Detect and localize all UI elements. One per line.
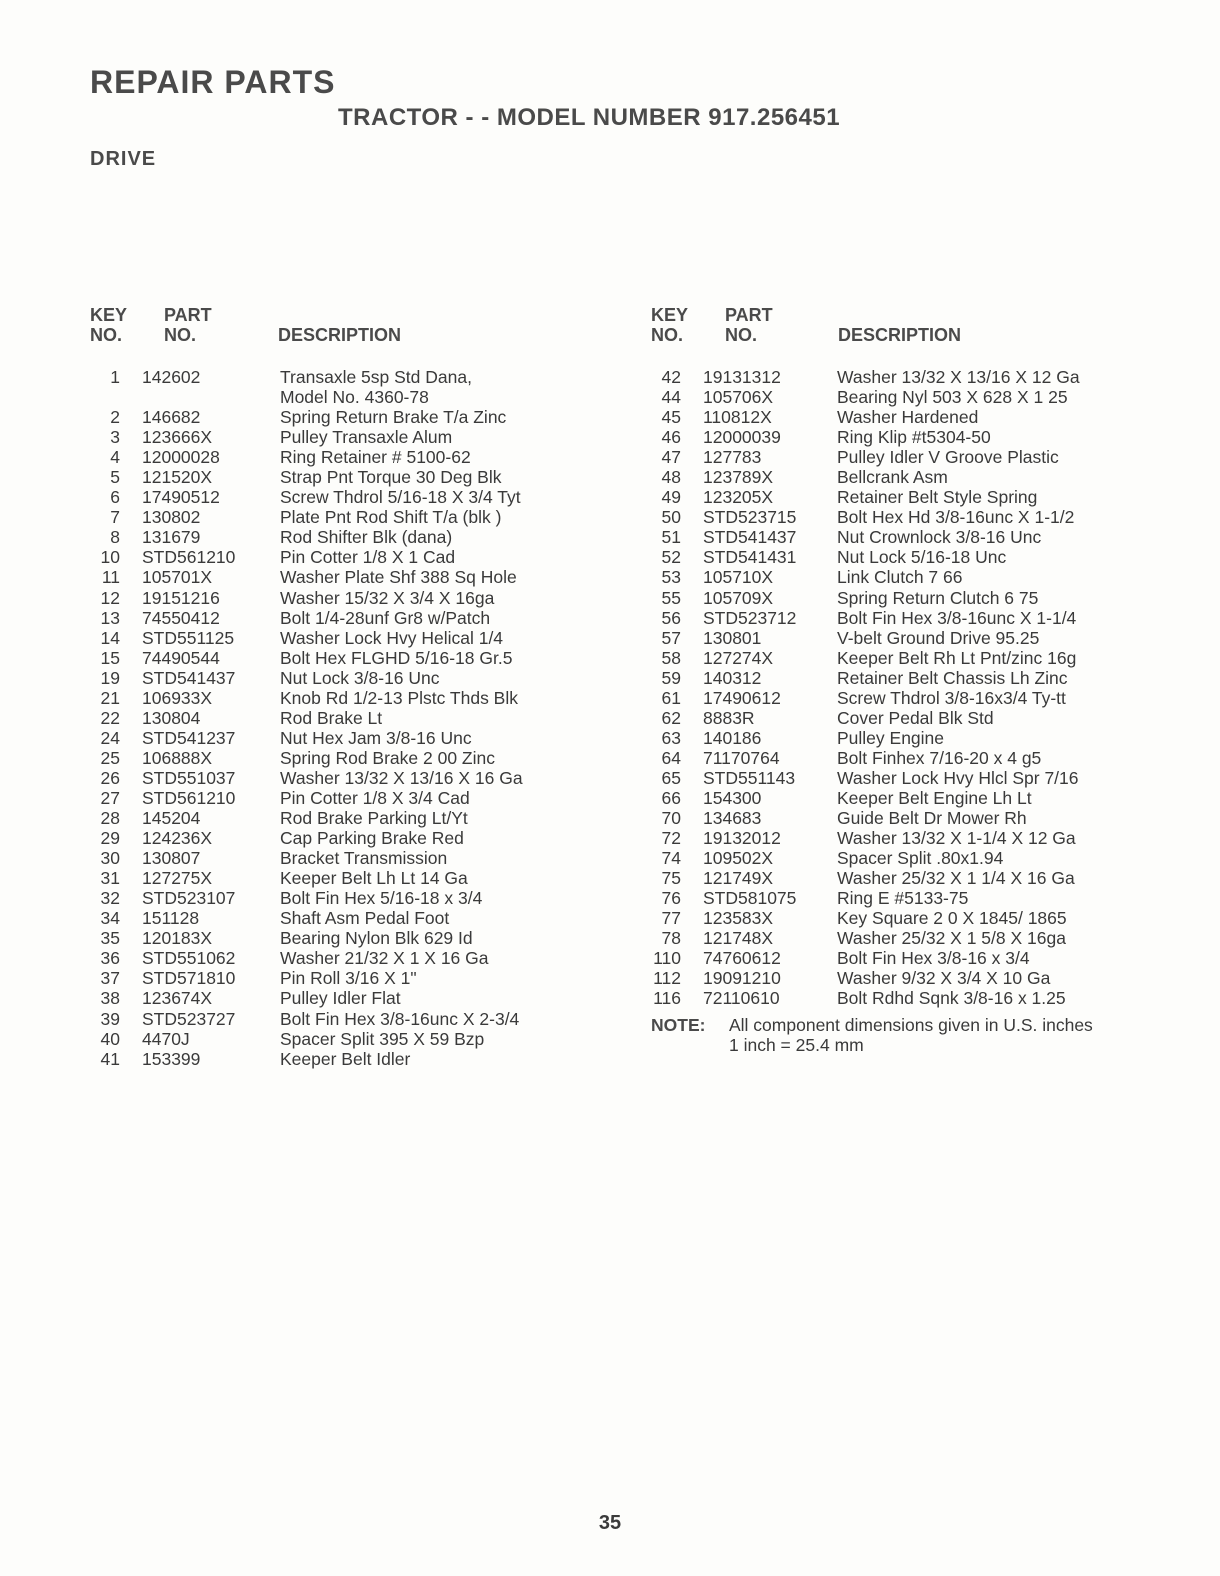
- part-number: 4470J: [142, 1028, 190, 1049]
- key-number: 14: [100, 627, 120, 648]
- key-number: 65: [661, 767, 681, 788]
- part-number: 121749X: [703, 868, 774, 889]
- part-number: 19091210: [703, 968, 781, 989]
- part-description: Washer 13/32 X 13/16 X 16 Ga: [280, 767, 523, 788]
- table-row: [651, 567, 1171, 587]
- part-description: Spring Return Brake T/a Zinc: [280, 407, 507, 428]
- table-row: [90, 487, 620, 507]
- part-description: Bolt Fin Hex 3/8-16 x 3/4: [837, 948, 1030, 969]
- key-number: 56: [661, 607, 681, 628]
- part-description: V-belt Ground Drive 95.25: [837, 627, 1040, 648]
- key-number: 70: [661, 808, 681, 829]
- part-number: STD541237: [142, 727, 236, 748]
- part-number: 131679: [142, 527, 201, 548]
- key-number: 12: [100, 587, 120, 608]
- part-description: Keeper Belt Lh Lt 14 Ga: [280, 868, 468, 889]
- key-number: 10: [100, 547, 120, 568]
- key-number: 63: [661, 727, 681, 748]
- key-number: 42: [661, 367, 681, 387]
- part-number: STD551143: [703, 767, 796, 788]
- part-description: Strap Pnt Torque 30 Deg Blk: [280, 467, 502, 488]
- part-number: 74760612: [703, 948, 781, 969]
- part-number: 127275X: [142, 868, 213, 889]
- part-number: 130804: [142, 707, 201, 728]
- part-header: PART: [725, 305, 773, 325]
- key-number: 52: [661, 547, 681, 568]
- key-number: 11: [101, 567, 120, 588]
- part-description: Washer 13/32 X 1-1/4 X 12 Ga: [837, 828, 1076, 849]
- part-number: 140186: [703, 727, 762, 748]
- part-number: 145204: [142, 808, 201, 829]
- part-description: Nut Lock 5/16-18 Unc: [837, 547, 1007, 568]
- part-no-header: NO.: [725, 325, 758, 345]
- part-number: 105710X: [703, 567, 774, 588]
- key-number: 30: [100, 848, 120, 869]
- part-number: 124236X: [142, 828, 213, 849]
- table-row: [90, 367, 620, 387]
- key-header: KEY: [90, 305, 128, 325]
- part-number: 12000028: [142, 447, 220, 468]
- part-description: Spacer Split 395 X 59 Bzp: [280, 1028, 485, 1049]
- part-description: Transaxle 5sp Std Dana,: [280, 367, 472, 387]
- table-row: [651, 387, 1171, 407]
- table-row: [651, 768, 1171, 788]
- key-number: 66: [661, 787, 681, 808]
- table-row: [651, 968, 1171, 988]
- part-number: 71170764: [703, 747, 780, 768]
- part-description: Bolt Hex Hd 3/8-16unc X 1-1/2: [837, 507, 1075, 528]
- part-description: Washer 13/32 X 13/16 X 12 Ga: [837, 367, 1080, 387]
- key-number: 72: [661, 828, 681, 849]
- key-number: 32: [100, 888, 120, 909]
- key-header: KEY: [651, 305, 689, 325]
- table-row: [90, 968, 620, 988]
- key-number: 76: [661, 888, 681, 909]
- key-number: 38: [100, 988, 120, 1009]
- table-row: [90, 708, 620, 728]
- part-description: Plate Pnt Rod Shift T/a (blk ): [280, 507, 502, 528]
- part-description: Pulley Transaxle Alum: [280, 427, 453, 448]
- key-number: 34: [100, 908, 120, 929]
- table-row: [90, 828, 620, 848]
- part-description: Washer Lock Hvy Helical 1/4: [280, 627, 504, 648]
- table-row: [90, 788, 620, 808]
- part-description: Bellcrank Asm: [837, 467, 948, 488]
- part-number: 130802: [142, 507, 201, 528]
- part-description: Screw Thdrol 3/8-16x3/4 Ty-tt: [837, 687, 1066, 708]
- key-number: 58: [661, 647, 681, 668]
- table-row: [651, 487, 1171, 507]
- part-number: 120183X: [142, 928, 213, 949]
- part-number: 123666X: [142, 427, 213, 448]
- key-number: 46: [661, 427, 681, 448]
- table-row: [651, 628, 1171, 648]
- part-number: 123674X: [142, 988, 213, 1009]
- part-number: STD571810: [142, 968, 236, 989]
- part-number: 151128: [142, 908, 200, 929]
- part-description: Washer Lock Hvy Hlcl Spr 7/16: [837, 767, 1079, 788]
- key-number: 41: [100, 1048, 120, 1069]
- table-row: [90, 908, 620, 928]
- table-row: [90, 387, 620, 407]
- table-row: [651, 748, 1171, 768]
- key-number: 50: [661, 507, 681, 528]
- part-description: Pin Cotter 1/8 X 3/4 Cad: [280, 787, 470, 808]
- part-number: 105709X: [703, 587, 774, 608]
- table-row: [90, 808, 620, 828]
- part-number: 74550412: [142, 607, 220, 628]
- page-number: 35: [598, 1512, 622, 1534]
- table-row: [90, 728, 620, 748]
- part-description: Key Square 2 0 X 1845/ 1865: [837, 908, 1067, 929]
- key-number: 6: [110, 487, 120, 508]
- table-row: [90, 507, 620, 527]
- table-row: [90, 988, 620, 1008]
- table-row: [651, 668, 1171, 688]
- key-number: 55: [661, 587, 681, 608]
- part-number: 153399: [142, 1048, 201, 1069]
- key-number: 51: [661, 527, 681, 548]
- key-number: 4: [110, 447, 120, 468]
- table-row: [90, 467, 620, 487]
- part-number: 19132012: [703, 828, 781, 849]
- part-description: Bolt Fin Hex 3/8-16unc X 1-1/4: [837, 607, 1077, 628]
- table-row: [651, 367, 1171, 387]
- key-number: 37: [100, 968, 120, 989]
- table-row: [90, 748, 620, 768]
- key-number: [90, 387, 120, 407]
- part-number: 127274X: [703, 647, 774, 668]
- key-number: 57: [661, 627, 681, 648]
- part-number: 72110610: [703, 988, 780, 1009]
- table-row: [90, 447, 620, 467]
- part-number: 19131312: [703, 367, 781, 387]
- key-number: 35: [100, 928, 120, 949]
- table-row: [651, 708, 1171, 728]
- part-number: STD551037: [142, 767, 236, 788]
- note-text: [729, 1015, 1171, 1055]
- section-title: DRIVE: [90, 148, 157, 170]
- part-description: Link Clutch 7 66: [837, 567, 963, 588]
- table-row: [90, 848, 620, 868]
- key-number: 25: [100, 747, 120, 768]
- note-line-2: 1 inch = 25.4 mm: [729, 1034, 864, 1055]
- part-number: 12000039: [703, 427, 781, 448]
- part-number: STD523715: [703, 507, 797, 528]
- parts-table-right: [651, 305, 1171, 1055]
- key-number: 44: [661, 387, 681, 408]
- part-number: STD561210: [142, 547, 236, 568]
- part-number: 121748X: [703, 928, 774, 949]
- part-number: 110812X: [703, 407, 772, 428]
- parts-list-left: [90, 367, 620, 1069]
- part-number: STD551125: [142, 627, 235, 648]
- part-header: PART: [164, 305, 212, 325]
- part-number: STD551062: [142, 948, 236, 969]
- table-row: [90, 1049, 620, 1069]
- part-description: Ring E #5133-75: [837, 888, 969, 909]
- part-description: Shaft Asm Pedal Foot: [280, 908, 450, 929]
- part-number: STD541437: [703, 527, 797, 548]
- part-description: Rod Brake Lt: [280, 707, 383, 728]
- model-number-heading: TRACTOR - - MODEL NUMBER 917.256451: [338, 104, 841, 131]
- key-number: 31: [100, 868, 120, 889]
- part-description: Cap Parking Brake Red: [280, 828, 464, 849]
- part-description: Washer Plate Shf 388 Sq Hole: [280, 567, 517, 588]
- part-number: 17490612: [703, 687, 781, 708]
- part-number: 123205X: [703, 487, 774, 508]
- table-row: [651, 507, 1171, 527]
- part-number: STD561210: [142, 787, 236, 808]
- key-number: 74: [661, 848, 681, 869]
- part-number: 19151216: [142, 587, 220, 608]
- part-number: 134683: [703, 808, 762, 829]
- part-description: Knob Rd 1/2-13 Plstc Thds Blk: [280, 687, 518, 708]
- part-number: 140312: [703, 667, 762, 688]
- part-number: STD523727: [142, 1008, 236, 1029]
- part-number: 123789X: [703, 467, 774, 488]
- part-number: 121520X: [142, 467, 213, 488]
- table-row: [651, 467, 1171, 487]
- part-description: Rod Shifter Blk (dana): [280, 527, 453, 548]
- table-row: [651, 988, 1171, 1008]
- key-number: 22: [100, 707, 120, 728]
- part-description: Nut Lock 3/8-16 Unc: [280, 667, 440, 688]
- part-description: Bolt 1/4-28unf Gr8 w/Patch: [280, 607, 491, 628]
- key-number: 64: [661, 747, 681, 768]
- part-description: Ring Klip #t5304-50: [837, 427, 991, 448]
- key-number: 21: [100, 687, 120, 708]
- part-number: 74490544: [142, 647, 220, 668]
- table-row: [651, 888, 1171, 908]
- part-description: Ring Retainer # 5100-62: [280, 447, 471, 468]
- part-description: Spacer Split .80x1.94: [837, 848, 1004, 869]
- table-row: [651, 788, 1171, 808]
- part-description: Keeper Belt Engine Lh Lt: [837, 787, 1032, 808]
- table-row: [651, 407, 1171, 427]
- part-description: Nut Crownlock 3/8-16 Unc: [837, 527, 1042, 548]
- table-row: [651, 828, 1171, 848]
- key-number: 1: [110, 367, 120, 387]
- table-row: [651, 808, 1171, 828]
- part-number: STD523107: [142, 888, 236, 909]
- table-row: [651, 588, 1171, 608]
- table-row: [651, 648, 1171, 668]
- table-row: [90, 527, 620, 547]
- table-row: [651, 928, 1171, 948]
- key-number: 61: [661, 687, 681, 708]
- part-number: STD581075: [703, 888, 797, 909]
- key-no-header: NO.: [90, 325, 123, 345]
- table-row: [651, 547, 1171, 567]
- key-no-header: NO.: [651, 325, 684, 345]
- table-row: [90, 407, 620, 427]
- part-number: 105701X: [142, 567, 213, 588]
- part-description: Washer 15/32 X 3/4 X 16ga: [280, 587, 495, 608]
- key-number: 13: [100, 607, 120, 628]
- key-number: 78: [661, 928, 681, 949]
- part-number: 130801: [703, 627, 762, 648]
- key-number: 5: [110, 467, 120, 488]
- part-description: Cover Pedal Blk Std: [837, 707, 994, 728]
- part-description: Bolt Rdhd Sqnk 3/8-16 x 1.25: [837, 988, 1066, 1009]
- part-description: Washer 9/32 X 3/4 X 10 Ga: [837, 968, 1051, 989]
- part-description: Screw Thdrol 5/16-18 X 3/4 Tyt: [280, 487, 521, 508]
- table-row: [90, 547, 620, 567]
- part-description: Spring Return Clutch 6 75: [837, 587, 1039, 608]
- part-description: Bolt Fin Hex 3/8-16unc X 2-3/4: [280, 1008, 520, 1029]
- table-row: [651, 728, 1171, 748]
- key-number: 3: [110, 427, 120, 448]
- key-number: 47: [661, 447, 681, 468]
- table-row: [90, 608, 620, 628]
- key-number: 112: [653, 968, 681, 989]
- table-row: [90, 668, 620, 688]
- key-number: 45: [661, 407, 681, 428]
- key-number: 7: [110, 507, 120, 528]
- part-number: 8883R: [703, 707, 755, 728]
- part-description: Pin Cotter 1/8 X 1 Cad: [280, 547, 456, 568]
- key-number: 110: [653, 948, 681, 969]
- part-description: Pulley Idler V Groove Plastic: [837, 447, 1059, 468]
- part-description: Nut Hex Jam 3/8-16 Unc: [280, 727, 472, 748]
- table-row: [651, 608, 1171, 628]
- part-number: [120, 387, 280, 407]
- key-number: 27: [100, 787, 120, 808]
- page-title: REPAIR PARTS: [90, 64, 336, 100]
- table-row: [90, 768, 620, 788]
- part-description: Bracket Transmission: [280, 848, 448, 869]
- part-description: Guide Belt Dr Mower Rh: [837, 808, 1027, 829]
- dimensions-note: [651, 1015, 1171, 1055]
- table-row: [90, 648, 620, 668]
- parts-list-right: [651, 367, 1171, 1009]
- table-row: [651, 527, 1171, 547]
- part-description: Pin Roll 3/16 X 1": [280, 968, 417, 989]
- part-description: Rod Brake Parking Lt/Yt: [280, 808, 468, 829]
- parts-table-left: [90, 305, 620, 1069]
- part-number: 127783: [703, 447, 762, 468]
- table-row: [651, 427, 1171, 447]
- note-label: NOTE:: [651, 1014, 706, 1035]
- key-number: 116: [653, 988, 681, 1009]
- part-description: Bolt Finhex 7/16-20 x 4 g5: [837, 747, 1042, 768]
- table-row: [90, 688, 620, 708]
- table-row: [90, 1029, 620, 1049]
- table-row: [651, 908, 1171, 928]
- key-number: 26: [100, 767, 120, 788]
- key-number: 62: [661, 707, 681, 728]
- key-number: 48: [661, 467, 681, 488]
- table-row: [90, 1009, 620, 1029]
- table-row: [90, 928, 620, 948]
- key-number: 39: [100, 1008, 120, 1029]
- table-row: [651, 688, 1171, 708]
- part-description: Keeper Belt Idler: [280, 1048, 411, 1069]
- key-number: 15: [100, 647, 120, 668]
- part-description: Pulley Engine: [837, 727, 945, 748]
- table-row: [651, 868, 1171, 888]
- key-number: 24: [100, 727, 120, 748]
- part-number: 123583X: [703, 908, 774, 929]
- part-number: 17490512: [142, 487, 220, 508]
- part-description: Spring Rod Brake 2 00 Zinc: [280, 747, 495, 768]
- part-description: Model No. 4360-78: [280, 387, 429, 408]
- table-row: [90, 888, 620, 908]
- part-description: Washer Hardened: [837, 407, 979, 428]
- key-number: 40: [100, 1028, 120, 1049]
- key-number: 19: [100, 667, 120, 688]
- part-number: 105706X: [703, 387, 774, 408]
- table-row: [651, 848, 1171, 868]
- part-description: Washer 25/32 X 1 1/4 X 16 Ga: [837, 868, 1075, 889]
- table-header: [90, 305, 620, 367]
- part-number: STD523712: [703, 607, 797, 628]
- table-row: [90, 628, 620, 648]
- key-number: 77: [661, 908, 681, 929]
- key-number: 53: [661, 567, 681, 588]
- table-header: [651, 305, 1171, 367]
- part-description: Retainer Belt Style Spring: [837, 487, 1038, 508]
- table-row: [90, 588, 620, 608]
- key-number: 28: [100, 808, 120, 829]
- table-row: [651, 447, 1171, 467]
- table-row: [90, 427, 620, 447]
- part-number: 106888X: [142, 747, 213, 768]
- table-row: [651, 948, 1171, 968]
- part-description: Bearing Nylon Blk 629 Id: [280, 928, 473, 949]
- description-header: DESCRIPTION: [278, 325, 402, 345]
- key-number: 2: [110, 407, 120, 428]
- part-description: Washer 21/32 X 1 X 16 Ga: [280, 948, 489, 969]
- part-number: 154300: [703, 787, 762, 808]
- key-number: 8: [110, 527, 120, 548]
- key-number: 29: [100, 828, 120, 849]
- key-number: 36: [100, 948, 120, 969]
- part-description: Retainer Belt Chassis Lh Zinc: [837, 667, 1068, 688]
- part-description: Pulley Idler Flat: [280, 988, 401, 1009]
- key-number: 49: [661, 487, 681, 508]
- part-description: Bolt Hex FLGHD 5/16-18 Gr.5: [280, 647, 513, 668]
- note-line-1: All component dimensions given in U.S. inches: [729, 1014, 1093, 1035]
- key-number: 59: [661, 667, 681, 688]
- part-no-header: NO.: [164, 325, 197, 345]
- part-number: 142602: [142, 367, 201, 387]
- key-number: 75: [661, 868, 681, 889]
- part-number: 146682: [142, 407, 201, 428]
- part-number: 106933X: [142, 687, 213, 708]
- part-number: 109502X: [703, 848, 774, 869]
- part-description: Washer 25/32 X 1 5/8 X 16ga: [837, 928, 1066, 949]
- table-row: [90, 948, 620, 968]
- description-header: DESCRIPTION: [838, 325, 962, 345]
- table-row: [90, 868, 620, 888]
- part-description: Keeper Belt Rh Lt Pnt/zinc 16g: [837, 647, 1077, 668]
- part-number: STD541431: [703, 547, 797, 568]
- part-description: Bolt Fin Hex 5/16-18 x 3/4: [280, 888, 483, 909]
- table-row: [90, 567, 620, 587]
- part-description: Bearing Nyl 503 X 628 X 1 25: [837, 387, 1068, 408]
- part-number: 130807: [142, 848, 201, 869]
- part-number: STD541437: [142, 667, 236, 688]
